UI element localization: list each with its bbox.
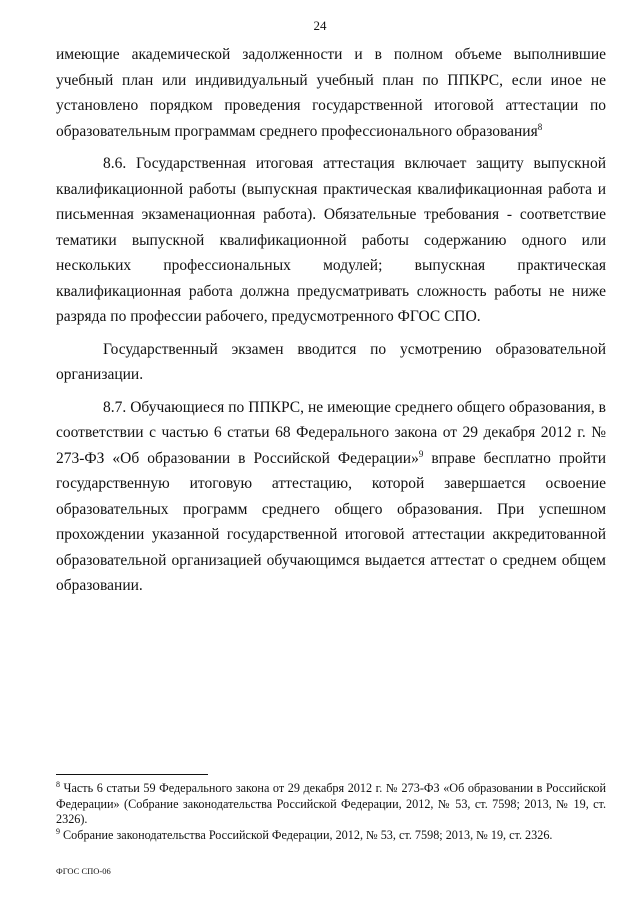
paragraph-8-6: 8.6. Государственная итоговая аттестация включает защиту выпускной квалификационной работы (выпускная практическая квалификационная работа и письменная экзаменационная работа). Обязательные требования - соответствие тематики выпускной квалификационной работы содержанию одного или нескольких профессиональных модулей; выпускная практическая квалификационная работа должна предусматривать сложность работы не ниже разряда по профессии рабочего, предусмотренного ФГОС СПО. xyxy=(56,155,606,325)
paragraph-8-7: 8.7. Обучающиеся по ППКРС, не имеющие среднего общего образования, в соответствии с частью 6 статьи 68 Федерального закона от 29 декабря 2012 г. № 273-ФЗ «Об образовании в Российской Федерации»$^9$ вправе бесплатно пройти государственную итоговую аттестацию, которой завершается освоение образовательных программ среднего общего образования. При успешном прохождении указанной государственной итоговой аттестации аккредитованной образовательной организацией обучающимся выдается аттестат о среднем общем образовании. xyxy=(56,398,606,594)
footnote-8: $^8$ Часть 6 статьи 59 Федерального закона от 29 декабря 2012 г. № 273-ФЗ «Об образовании в Российской Федерации» (Собрание законодательства Российской Федерации, 2012, № 53, ст. 7598; 2013, № 19, ст. 2326). xyxy=(56,779,606,826)
page-number: 24 xyxy=(313,18,327,33)
footnote-9: $^9$ Собрание законодательства Российской Федерации, 2012, № 53, ст. 7598; 2013, № 19, ст. 2326. xyxy=(56,826,553,842)
body-text xyxy=(56,42,606,599)
document-code: ФГОС СПО-06 xyxy=(56,866,111,876)
footnotes xyxy=(56,781,606,843)
footnote-ref-9: 9 xyxy=(418,448,424,459)
footnote-separator xyxy=(56,774,208,775)
footnote-ref-8: 8 xyxy=(537,121,543,132)
paragraph-continuation: имеющие академической задолженности и в полном объеме выполнившие учебный план или индивидуальный учебный план по ППКРС, если иное не установлено порядком проведения государственной итоговой аттестации по образовательным программам среднего профессионального образования$^8$ xyxy=(56,46,606,140)
paragraph-state-exam: Государственный экзамен вводится по усмотрению образовательной организации. xyxy=(56,340,606,383)
